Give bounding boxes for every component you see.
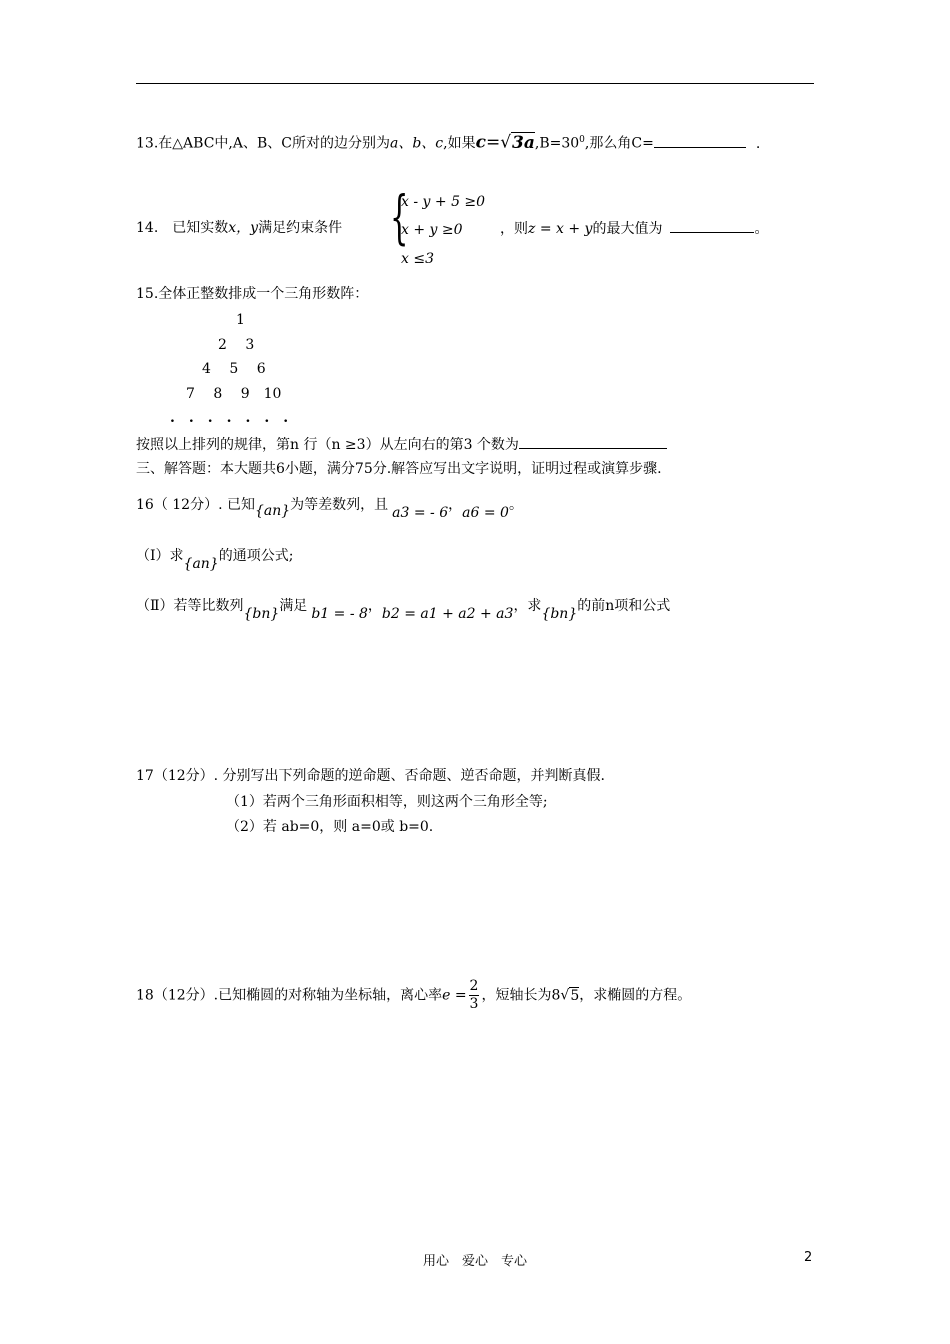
q18-head: 18（12分）.已知椭圆的对称轴为坐标轴，离心率	[136, 987, 443, 1004]
q18-denominator: 3	[469, 996, 479, 1012]
q15-row-3: 4 5 6	[202, 361, 266, 377]
q15-row-1: 1	[236, 312, 245, 328]
q14-end: 。	[754, 221, 769, 237]
q16-p2-d: 的前n项和公式	[577, 598, 671, 614]
q16-a3: a3 = - 6	[392, 505, 449, 521]
q15-row-4: 7 8 9 10	[186, 386, 282, 402]
q16-b2: b2 = a1 + a2 + a3	[381, 606, 514, 622]
q13-cond-root: √	[500, 132, 512, 153]
q14-answer-blank[interactable]	[670, 218, 754, 233]
question-13	[136, 130, 760, 154]
section-3-heading: 三、解答题：本大题共6小题，满分75分.解答应写出文字说明，证明过程或演算步骤.	[136, 461, 662, 477]
q18-numerator: 2	[469, 978, 479, 994]
q18-e: e =	[442, 987, 467, 1004]
q14-constraint-3: x ≤3	[401, 251, 434, 267]
q16-p2-sep: ，	[367, 598, 382, 614]
q17-item-2: （2）若 ab=0，则 a=0或 b=0.	[226, 819, 434, 835]
q18-mid: ，短轴长为	[481, 987, 552, 1004]
q16-p1-b: 的通项公式;	[218, 548, 294, 564]
q16-bn: {bn}	[243, 606, 280, 622]
q13-tail: ,那么角C=	[584, 135, 654, 152]
q16-mid: 为等差数列，且	[290, 497, 389, 513]
q16-sep: ，	[448, 497, 463, 513]
question-14	[136, 218, 342, 238]
q16-p2-b: 满足	[279, 598, 308, 614]
q16-p1-an: {an}	[183, 556, 219, 572]
q15-dots: . . . . . . .	[170, 410, 289, 426]
q16-part-2	[136, 596, 671, 622]
q16-b1: b1 = - 8	[311, 606, 368, 622]
q14-prefix: 14. 已知实数	[136, 220, 229, 236]
q13-degree: 0	[579, 135, 585, 145]
q15-row-2: 2 3	[218, 337, 255, 353]
question-18: 18（12分）.已知椭圆的对称轴为坐标轴，离心率e = $\frac{2}{3}$ ，短轴长为8√5，求椭圆的方程。	[136, 978, 692, 1012]
q14-then: ，则	[500, 221, 528, 237]
q15-title: 15.全体正整数排成一个三角形数阵：	[136, 286, 369, 302]
q14-xy: x，y	[228, 220, 259, 236]
q13-prefix: 13.在△ABC中,A、B、C所对的边分别为	[136, 135, 390, 152]
header-rule	[136, 83, 814, 84]
q13-end: .	[755, 135, 761, 152]
q13-cond-c: c	[475, 132, 486, 153]
question-16	[136, 495, 523, 521]
q18-length-coef: 8	[551, 987, 561, 1004]
q16-p1-a: （Ⅰ）求	[136, 548, 184, 564]
q14-constraint-2: x + y ≥0	[401, 222, 463, 238]
q13-cond-eq: =	[485, 132, 501, 153]
q18-tail: ，求椭圆的方程。	[579, 987, 692, 1004]
q14-brace: {	[390, 183, 409, 251]
q13-cond-b: ,B=30	[534, 135, 580, 152]
q18-length-radicand: 5	[570, 987, 580, 1004]
q17-item-1: （1）若两个三角形面积相等，则这两个三角形全等;	[226, 794, 548, 810]
q16-part-1	[136, 546, 294, 572]
q14-tail: 的最大值为	[592, 221, 663, 237]
q14-expr: z = x + y	[528, 221, 593, 237]
q16-a6: a6 = 0	[462, 505, 509, 521]
q13-vars: a、b、c	[389, 135, 444, 152]
page-number: 2	[804, 1250, 813, 1265]
q16-p2-bn: {bn}	[541, 606, 578, 622]
q16-an: {an}	[254, 503, 291, 519]
q15-question	[136, 434, 667, 455]
page-footer: 用心 爱心 专心	[422, 1254, 527, 1269]
q18-fraction	[469, 978, 480, 1013]
q14-constraint-1: x - y + 5 ≥0	[401, 194, 486, 210]
q15-answer-blank[interactable]	[519, 434, 667, 449]
q14-mid: 满足约束条件	[258, 220, 343, 236]
q16-p2-a: （Ⅱ）若等比数列	[136, 598, 244, 614]
q14-objective	[500, 218, 768, 239]
q17-head: 17（12分）. 分别写出下列命题的逆命题、否命题、逆否命题，并判断真假.	[136, 768, 605, 784]
q13-cond-radicand: 3a	[512, 132, 535, 153]
q13-answer-blank[interactable]	[654, 133, 746, 148]
q16-p2-c: ，求	[513, 598, 542, 614]
q13-mid: ,如果	[443, 135, 476, 152]
q15-question-text: 按照以上排列的规律，第n 行（n ≥3）从左向右的第3 个数为	[136, 437, 519, 453]
q16-end: 。	[508, 497, 523, 513]
q16-head: 16（ 12分）. 已知	[136, 497, 255, 513]
